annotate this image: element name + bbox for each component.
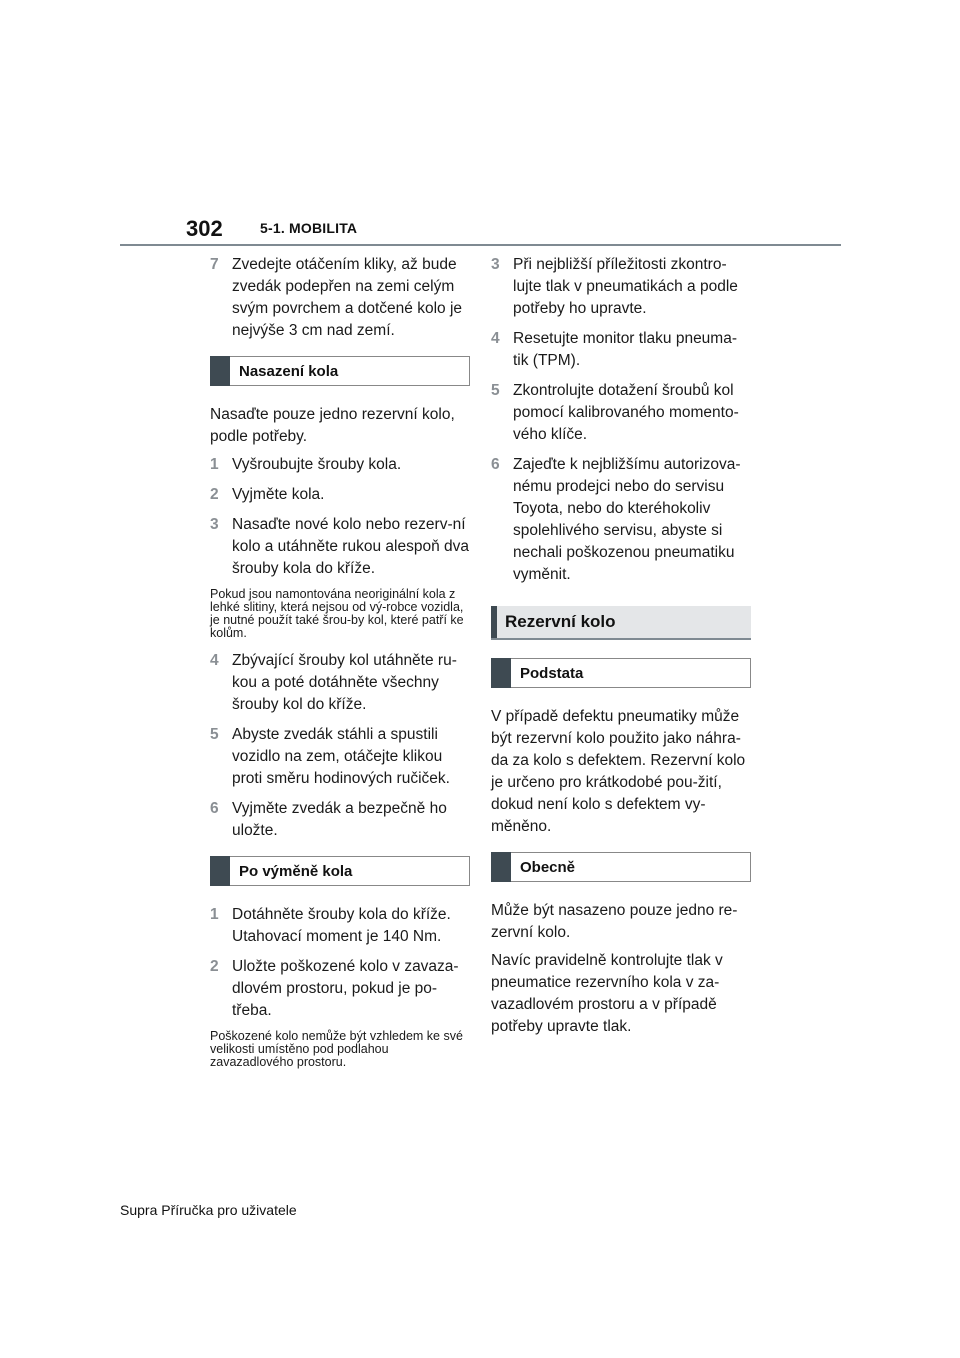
step-item xyxy=(210,254,470,342)
step-number: 4 xyxy=(210,652,219,669)
step-number: 6 xyxy=(210,800,219,817)
subheading-text: Podstata xyxy=(520,665,584,682)
step-text: Zkontrolujte dotažení šroubů kol pomocí kalibrovaného momento-vého klíče. xyxy=(513,382,739,443)
footer-text: Supra Příručka pro uživatele xyxy=(120,1202,297,1218)
step-item xyxy=(491,454,751,586)
step-number: 3 xyxy=(491,256,500,273)
chapter-title: 5-1. MOBILITA xyxy=(260,220,358,236)
step-item xyxy=(210,724,470,790)
right-column xyxy=(491,254,751,1044)
paragraph: Nasaďte pouze jedno rezervní kolo, podle potřeby. xyxy=(210,406,455,445)
step-number: 6 xyxy=(491,456,500,473)
step-number: 4 xyxy=(491,330,500,347)
note-text: Pokud jsou namontována neoriginální kola z lehké slitiny, která nejsou od vý-robce vozidla, je nutné použít také šrou-by kol, které patří ke kolům. xyxy=(210,587,464,640)
header-divider xyxy=(120,244,841,246)
step-number: 7 xyxy=(210,256,219,273)
step-text: Zajeďte k nejbližšímu autorizova-nému prodejci nebo do servisu Toyota, nebo do kteréhokoliv spolehlivého servisu, abyste si nechali poškozenou pneumatiku vyměnit. xyxy=(513,456,741,583)
step-number: 5 xyxy=(491,382,500,399)
left-column xyxy=(210,254,470,1079)
subheading-podstata xyxy=(491,658,751,688)
step-item xyxy=(210,484,470,506)
subheading-text: Obecně xyxy=(520,859,576,876)
section-marker xyxy=(491,606,497,638)
step-item xyxy=(210,904,470,948)
step-text: Při nejbližší příležitosti zkontro-lujte tlak v pneumatikách a podle potřeby ho upravte. xyxy=(513,256,738,317)
note-text: Poškozené kolo nemůže být vzhledem ke své velikosti umístěno pod podlahou zavazadlového prostoru. xyxy=(210,1029,463,1069)
paragraph: V případě defektu pneumatiky může být rezervní kolo použito jako náhra-da za kolo s defektem. Rezervní kolo je určeno pro krátkodobé pou-žití, dokud není kolo s defektem vy-měněno. xyxy=(491,708,746,835)
step-number: 1 xyxy=(210,456,219,473)
step-text: Nasaďte nové kolo nebo rezerv-ní kolo a utáhněte rukou alespoň dva šrouby kola do kříže. xyxy=(232,516,469,577)
subheading-obecne xyxy=(491,852,751,882)
step-item xyxy=(210,514,470,580)
step-text: Vyjměte zvedák a bezpečně ho uložte. xyxy=(232,800,447,839)
step-text: Uložte poškozené kolo v zavaza-dlovém prostoru, pokud je po-třeba. xyxy=(232,958,459,1019)
step-text: Dotáhněte šrouby kola do kříže. Utahovací moment je 140 Nm. xyxy=(232,906,451,945)
step-number: 3 xyxy=(210,516,219,533)
page-header xyxy=(0,0,960,246)
step-item xyxy=(491,254,751,320)
step-text: Abyste zvedák stáhli a spustili vozidlo na zem, otáčejte klikou proti směru hodinových ručiček. xyxy=(232,726,450,787)
step-number: 2 xyxy=(210,486,219,503)
page-number: 302 xyxy=(186,216,223,241)
section-title: Rezervní kolo xyxy=(505,612,616,631)
subheading-marker xyxy=(491,658,511,688)
subheading-text: Nasazení kola xyxy=(239,363,339,380)
step-text: Resetujte monitor tlaku pneuma-tik (TPM). xyxy=(513,330,738,369)
step-item xyxy=(491,328,751,372)
step-text: Vyšroubujte šrouby kola. xyxy=(232,456,402,473)
section-heading-rezervni-kolo xyxy=(491,606,751,640)
step-text: Zbývající šrouby kol utáhněte ru-kou a poté dotáhněte všechny šrouby kol do kříže. xyxy=(232,652,457,713)
step-text: Zvedejte otáčením kliky, až bude zvedák podepřen na zemi celým svým povrchem a dotčené kolo je nejvýše 3 cm nad zemí. xyxy=(232,256,463,339)
step-item xyxy=(210,956,470,1022)
subheading-marker xyxy=(491,852,511,882)
step-number: 2 xyxy=(210,958,219,975)
step-number: 1 xyxy=(210,906,219,923)
step-text: Vyjměte kola. xyxy=(232,486,325,503)
subheading-marker xyxy=(210,856,230,886)
step-number: 5 xyxy=(210,726,219,743)
step-item xyxy=(491,380,751,446)
step-item xyxy=(210,454,470,476)
subheading-text: Po výměně kola xyxy=(239,863,353,880)
paragraph: Navíc pravidelně kontrolujte tlak v pneumatice rezervního kola v za-vazadlovém prostoru a v případě potřeby upravte tlak. xyxy=(491,952,723,1035)
paragraph: Může být nasazeno pouze jedno re-zervní kolo. xyxy=(491,902,738,941)
subheading-nasazeni-kola xyxy=(210,356,470,386)
subheading-marker xyxy=(210,356,230,386)
step-item xyxy=(210,650,470,716)
step-item xyxy=(210,798,470,842)
subheading-po-vymene-kola xyxy=(210,856,470,886)
